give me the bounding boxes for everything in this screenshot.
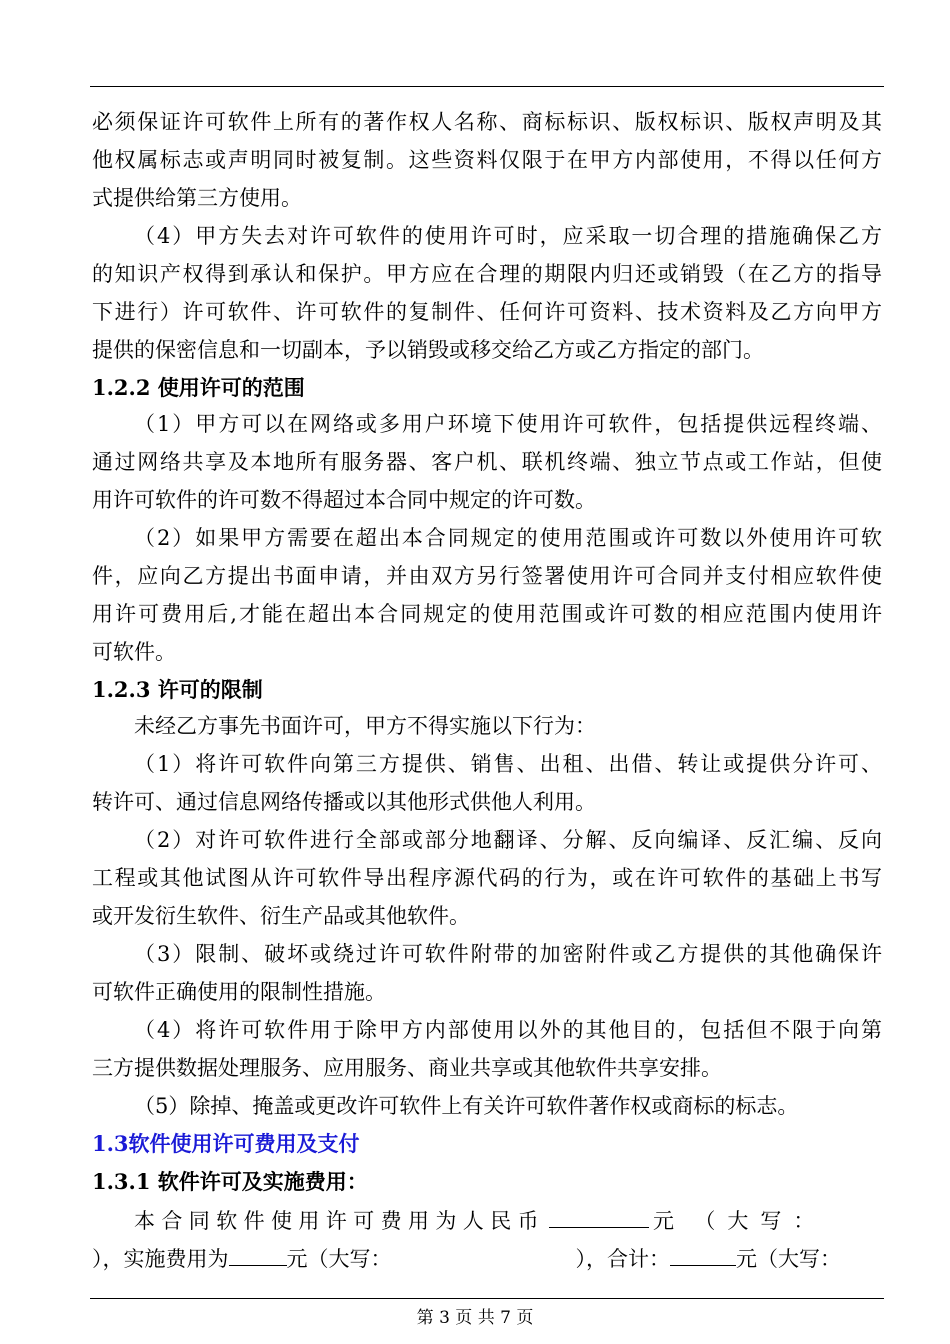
paragraph-line: 三方提供数据处理服务、应用服务、商业共享或其他软件共享安排。 (92, 1056, 722, 1080)
paragraph-line: 可软件正确使用的限制性措施。 (92, 980, 386, 1004)
paragraph-line: 提供的保密信息和一切副本，予以销毁或移交给乙方或乙方指定的部门。 (92, 338, 764, 362)
impl-fee-unit: 元（大写： (286, 1247, 392, 1271)
paragraph-line: 件，应向乙方提出书面申请，并由双方另行签署使用许可合同并支付相应软件使 (92, 564, 882, 588)
paragraph-line: 必须保证许可软件上所有的著作权人名称、商标标识、版权标识、版权声明及其 (92, 110, 882, 134)
paragraph-line: 工程或其他试图从许可软件导出程序源代码的行为，或在许可软件的基础上书写 (92, 866, 882, 890)
fee-line-1 (134, 1205, 882, 1236)
section-heading-blue: 1.3软件使用许可费用及支付 (92, 1131, 360, 1156)
paragraph-line: 未经乙方事先书面许可，甲方不得实施以下行为： (134, 714, 596, 738)
paragraph-line: 转许可、通过信息网络传播或以其他形式供他人利用。 (92, 790, 596, 814)
paragraph-line: （1）甲方可以在网络或多用户环境下使用许可软件，包括提供远程终端、 (134, 412, 882, 436)
paragraph-line: （2）如果甲方需要在超出本合同规定的使用范围或许可数以外使用许可软 (134, 526, 882, 550)
subsection-heading: 1.3.1 软件许可及实施费用： (92, 1169, 368, 1194)
fee-line-2 (92, 1243, 882, 1274)
fee-blank (549, 1205, 649, 1228)
paragraph-line: 的知识产权得到承认和保护。甲方应在合理的期限内归还或销毁（在乙方的指导 (92, 262, 882, 286)
paragraph-line: 式提供给第三方使用。 (92, 186, 302, 210)
paragraph-line: 可软件。 (92, 640, 176, 664)
paragraph-line: （5）除掉、掩盖或更改许可软件上有关许可软件著作权或商标的标志。 (134, 1094, 799, 1118)
total-blank (670, 1243, 736, 1266)
paragraph-line: （1）将许可软件向第三方提供、销售、出租、出借、转让或提供分许可、 (134, 752, 882, 776)
paragraph-line: （2）对许可软件进行全部或部分地翻译、分解、反向编译、反汇编、反向 (134, 828, 882, 852)
footer-rule (90, 1298, 884, 1299)
page-number: 第 3 页 共 7 页 (416, 1308, 534, 1328)
paragraph-line: 用许可费用后,才能在超出本合同规定的使用范围或许可数的相应范围内使用许 (92, 602, 882, 626)
paragraph-line: 他权属标志或声明同时被复制。这些资料仅限于在甲方内部使用，不得以任何方 (92, 148, 882, 172)
total-unit: 元（大写： (736, 1247, 841, 1271)
paragraph-line: 通过网络共享及本地所有服务器、客户机、联机终端、独立节点或工作站，但使 (92, 450, 882, 474)
section-heading: 1.2.3 许可的限制 (92, 677, 263, 702)
paragraph-line: 下进行）许可软件、许可软件的复制件、任何许可资料、技术资料及乙方向甲方 (92, 300, 882, 324)
section-heading: 1.2.2 使用许可的范围 (92, 375, 305, 400)
fee-unit: 元 (653, 1209, 681, 1233)
paragraph-line: 或开发衍生软件、衍生产品或其他软件。 (92, 904, 470, 928)
fee-line1-text: 本合同软件使用许可费用为人民币 (134, 1209, 545, 1233)
paragraph-line: （4）将许可软件用于除甲方内部使用以外的其他目的，包括但不限于向第 (134, 1018, 882, 1042)
impl-fee-blank (229, 1243, 287, 1266)
header-rule (90, 86, 884, 87)
paragraph-line: （4）甲方失去对许可软件的使用许可时，应采取一切合理的措施确保乙方 (134, 224, 882, 248)
paragraph-line: （3）限制、破坏或绕过许可软件附带的加密附件或乙方提供的其他确保许 (134, 942, 882, 966)
fee-capital-label: （大写： (694, 1209, 827, 1233)
paragraph-line: 用许可软件的许可数不得超过本合同中规定的许可数。 (92, 488, 596, 512)
total-label: ），合计： (575, 1247, 670, 1271)
fee-line2-text: ），实施费用为 (92, 1247, 229, 1271)
